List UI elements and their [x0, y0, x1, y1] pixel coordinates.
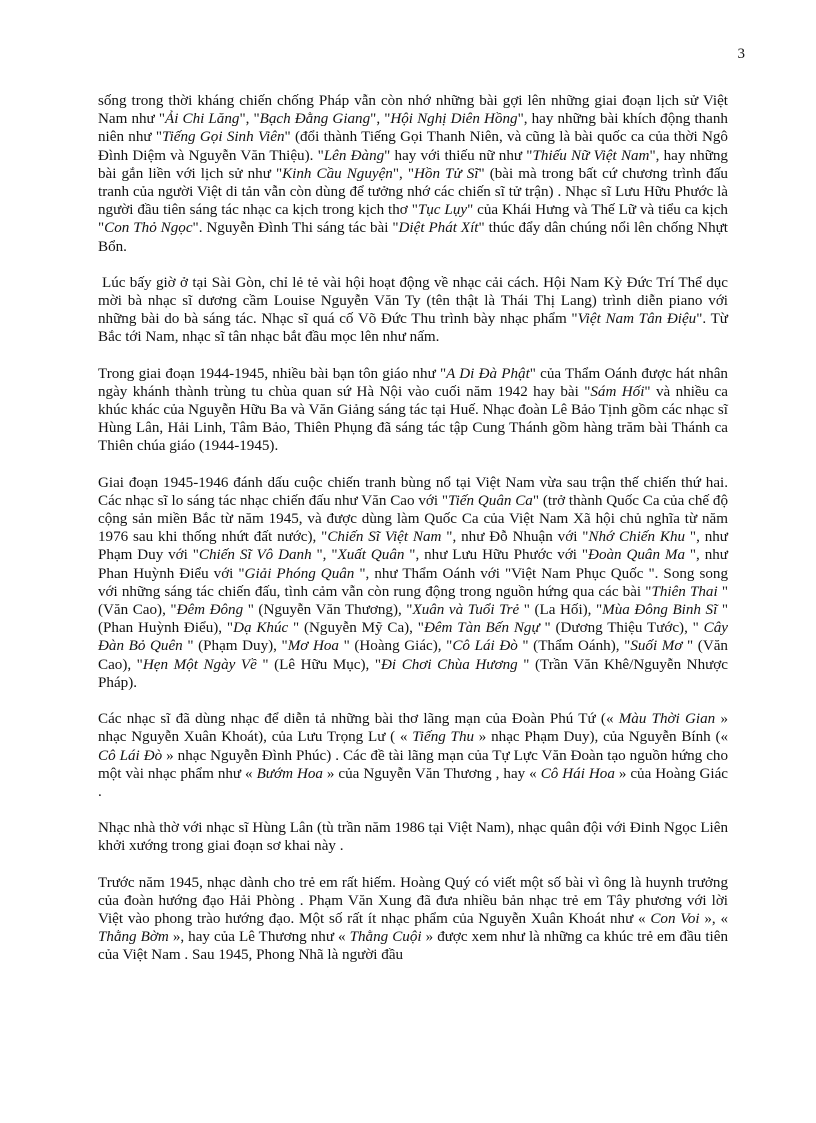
text-run: ", hay những bài khích động thanh niên như ": [98, 111, 728, 146]
text-run: " (Văn Cao), ": [98, 583, 729, 619]
text-run: " (trở thành Quốc Ca của chế độ cộng sản miền Bắc từ năm 1945, và được dùng làm Quốc Ca của Việt Nam Xã hội chủ nghĩa từ năm 1976 sau khi thống nhứt đất nước), ": [98, 492, 728, 546]
song-title: Màu Thời Gian: [618, 711, 716, 728]
text-run: " (Nguyễn Văn Thương), ": [243, 602, 413, 619]
song-title: Tục Lụy: [417, 202, 468, 219]
paragraph-4: [98, 474, 728, 692]
text-run: " (Nguyễn Mỹ Ca), ": [288, 620, 424, 637]
song-title: Suối Mơ: [630, 638, 683, 655]
song-title: Giải Phóng Quân: [244, 565, 355, 582]
text-run: », hay của Lê Thương như «: [168, 929, 350, 946]
song-title: Đoàn Quân Ma: [588, 547, 686, 564]
text-run: " hay với thiếu nữ như ": [384, 147, 533, 164]
song-title: Tiến Quân Ca: [448, 492, 533, 509]
song-title: Cây Đàn Bỏ Quên: [98, 620, 728, 655]
song-title: Kinh Cầu Nguyện: [282, 165, 393, 182]
song-title: Cô Lái Đò: [98, 747, 163, 764]
text-run: " (đổi thành Tiếng Gọi Thanh Niên, và cũng là bài quốc ca của thời Ngô Đình Diệm và Nguyễn Văn Thiệu). ": [98, 129, 728, 164]
text-run: ", hay những bài gắn liền với lịch sử như ": [98, 147, 728, 182]
text-run: ", ": [392, 165, 414, 182]
paragraph-3: [98, 365, 728, 456]
text-run: sống trong thời kháng chiến chống Pháp vẫn còn nhớ những bài gợi lên những giai đoạn lịch sử Việt Nam như ": [98, 93, 728, 128]
text-run: " (bài mà trong bất cứ chương trình đấu tranh của người Việt di tản vẫn còn dùng để tưởng nhớ các chiến sĩ tử trận) . Nhạc sĩ Lưu Hữu Phước là người đầu tiên sáng tác nhạc ca kịch trong kịch thơ ": [98, 165, 728, 219]
song-title: Bạch Đằng Giang: [259, 111, 371, 128]
text-run: " (Thẩm Oánh), ": [517, 638, 631, 655]
text-run: " (Trần Văn Khê/Nguyễn Nhược Pháp).: [98, 656, 728, 691]
text-run: " (Phạm Duy), ": [182, 638, 288, 655]
song-title: Nhớ Chiến Khu: [588, 529, 686, 546]
text-run: " (Dương Thiệu Tước), ": [539, 620, 704, 637]
song-title: Thằng Cuội: [349, 929, 422, 946]
text-run: ", như Phạm Duy với ": [98, 529, 728, 564]
song-title: Đêm Tàn Bến Ngự: [423, 620, 540, 637]
song-title: Đi Chơi Chùa Hương: [381, 656, 518, 673]
song-title: Hẹn Một Ngày Về: [142, 656, 257, 673]
text-run: " của Thẩm Oánh được hát nhân ngày khánh thành trùng tu chùa quan sứ Hà Nội vào cuối năm 1942 hay bài ": [98, 365, 728, 400]
song-title: Con Voi: [650, 910, 700, 927]
song-title: Đêm Đông: [176, 602, 244, 619]
text-run: ", ": [239, 111, 260, 128]
text-run: » nhạc Nguyễn Xuân Khoát), của Lưu Trọng Lư ( «: [98, 711, 728, 746]
text-run: Lúc bấy giờ ở tại Sài Gòn, chỉ lẻ tẻ vài hội hoạt động về nhạc cải cách. Hội Nam Kỳ Đức Trí Thể dục mời bà nhạc sĩ dương cầm Louise Nguyễn Văn Ty (tên thật là Thái Thị Lang) trình diễn piano với những bài do bà sáng tác. Nhạc sĩ quá cố Võ Đức Thu trình bày nhạc phẩm ": [98, 274, 728, 328]
paragraph-2: [98, 274, 728, 347]
text-run: ", như Lưu Hữu Phước với ": [404, 547, 589, 564]
text-run: » của Hoàng Giác .: [98, 765, 728, 800]
paragraph-6: [98, 819, 728, 855]
text-run: » nhạc Nguyễn Đình Phúc) . Các đề tài lãng mạn của Tự Lực Văn Đoàn tạo nguồn hứng cho một vài nhạc phẩm như «: [98, 747, 728, 782]
song-title: Lên Đàng: [323, 147, 385, 164]
text-run: ", như Đỗ Nhuận với ": [441, 529, 589, 546]
text-run: Trước năm 1945, nhạc dành cho trẻ em rất hiếm. Hoàng Quý có viết một số bài vì ông là huynh trưởng của đoàn hướng đạo Hải Phòng . Phạm Văn Xung đã đưa nhiều bản nhạc trẻ em Tây phương với lời Việt vào phong trào hướng đạo. Một số rất ít nhạc phẩm của Nguyễn Xuân Khoát như «: [98, 874, 728, 927]
text-run: ", ": [370, 111, 391, 128]
text-run: " (Hoàng Giác), ": [338, 638, 453, 655]
text-run: " (Phan Huỳnh Điểu), ": [98, 602, 728, 637]
text-run: ", như Phan Huỳnh Điểu với ": [98, 547, 728, 582]
song-title: Xuân và Tuổi Trẻ: [412, 602, 520, 619]
document-body: [98, 92, 728, 983]
text-run: » nhạc Phạm Duy), của Nguyễn Bính («: [474, 729, 729, 746]
text-run: Giai đoạn 1945-1946 đánh dấu cuộc chiến tranh bùng nổ tại Việt Nam vừa sau trận thế chiến thứ hai. Các nhạc sĩ lo sáng tác nhạc chiến đấu như Văn Cao với ": [98, 474, 728, 509]
paragraph-1: [98, 92, 728, 256]
text-run: " của Khái Hưng và Thế Lữ và tiểu ca kịch ": [98, 202, 728, 237]
song-title: Thằng Bờm: [98, 929, 169, 946]
text-run: " (Lê Hữu Mục), ": [256, 656, 382, 673]
text-run: " (La Hối), ": [519, 602, 603, 619]
text-run: » được xem như là những ca khúc trẻ em đầu tiên của Việt Nam . Sau 1945, Phong Nhã là người đầu: [98, 929, 728, 964]
song-title: Mùa Đông Binh Sĩ: [602, 602, 718, 619]
text-run: Nhạc nhà thờ với nhạc sĩ Hùng Lân (tù trần năm 1986 tại Việt Nam), nhạc quân đội với Đinh Ngọc Liên khởi xướng trong giai đoạn sơ khai này .: [98, 820, 728, 855]
song-title: Sám Hối: [590, 383, 645, 400]
paragraph-5: [98, 710, 728, 801]
text-run: ", ": [311, 547, 338, 564]
song-title: Mơ Hoa: [287, 638, 339, 655]
song-title: Dạ Khúc: [233, 620, 289, 637]
text-run: » của Nguyễn Văn Thương , hay «: [322, 765, 541, 782]
song-title: Hội Nghị Diên Hồng: [390, 111, 518, 128]
text-run: " thúc đẩy dân chúng nổi lên chống Nhựt Bổn.: [98, 220, 729, 255]
text-run: Trong giai đoạn 1944-1945, nhiều bài bạn tôn giáo như ": [98, 365, 447, 382]
song-title: Hồn Tử Sĩ: [414, 165, 479, 182]
song-title: Thiên Thai: [651, 583, 718, 600]
text-run: ". Nguyễn Đình Thi sáng tác bài ": [192, 220, 399, 237]
song-title: Con Thỏ Ngọc: [104, 220, 193, 237]
song-title: Chiến Sĩ Vô Danh: [198, 547, 312, 564]
paragraph-7: [98, 874, 728, 965]
song-title: Xuất Quân: [337, 547, 405, 564]
song-title: Chiến Sĩ Việt Nam: [327, 529, 442, 546]
text-run: Các nhạc sĩ đã dùng nhạc để diễn tả những bài thơ lãng mạn của Đoàn Phú Tứ («: [98, 711, 619, 728]
text-run: ", như Thẩm Oánh với "Việt Nam Phục Quốc ". Song song với những sáng tác chiến đấu, tình cảm vẫn còn rung động trong nguồn hứng qua các bài ": [98, 565, 728, 600]
song-title: A Di Đà Phật: [446, 365, 530, 382]
text-run: ". Từ Bắc tới Nam, nhạc sĩ tân nhạc bắt đầu mọc lên như nấm.: [98, 311, 728, 346]
song-title: Cô Hái Hoa: [540, 765, 615, 782]
song-title: Tiếng Thu: [412, 729, 475, 746]
song-title: Diệt Phát Xít: [398, 220, 479, 237]
song-title: Tiếng Gọi Sinh Viên: [162, 129, 285, 146]
text-run: " và nhiều ca khúc khác của Nguyễn Hữu Ba và Văn Giảng sáng tác tại Huế. Nhạc đoàn Lê Bảo Tịnh gồm các nhạc sĩ Hùng Lân, Hải Linh, Tâm Bảo, Thiên Phụng đã sáng tác tập Cung Thánh gồm hàng trăm bài Thánh ca Thiên chúa giáo (1944-1945).: [98, 383, 728, 455]
song-title: Cô Lái Đò: [452, 638, 518, 655]
text-run: " (Văn Cao), ": [98, 638, 728, 673]
song-title: Thiếu Nữ Việt Nam: [532, 147, 650, 164]
song-title: Bướm Hoa: [256, 765, 323, 782]
song-title: Việt Nam Tân Điệu: [577, 311, 697, 328]
text-run: », «: [699, 910, 728, 927]
song-title: Ải Chi Lăng: [164, 111, 240, 128]
page-number: 3: [737, 46, 745, 62]
